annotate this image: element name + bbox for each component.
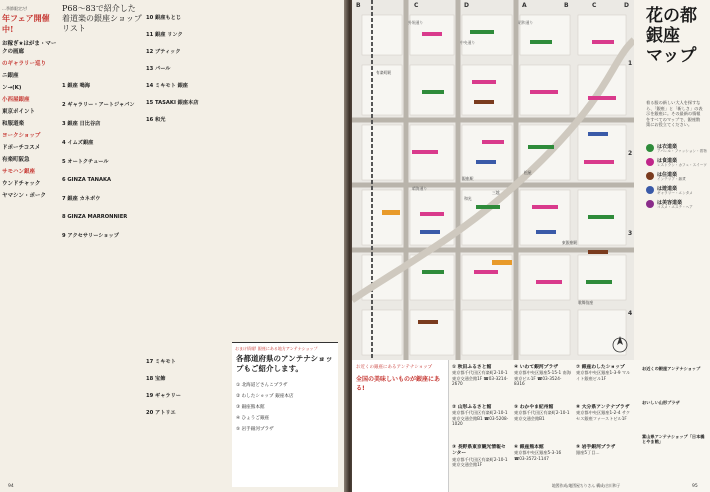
legend-swatch <box>646 200 654 208</box>
far-right-item: お近くの銀座アンテナショップ <box>642 366 701 371</box>
listing-text: 東京都千代田区有楽町2-10-1 東京交通会館1F <box>452 456 508 468</box>
map-intro: 着る服の新しい大人を探すなら、「銀座」と「新しさ」の表示を銀座に。その最新の情報をすべてのマップで、銀座散策にお役立てください。 <box>646 100 703 128</box>
antenna-item: ① 北海道どさんこプラザ <box>236 383 288 388</box>
shop-entry: 20 アトリエ <box>146 410 176 416</box>
fragment-heading: サモハン銀座 <box>2 169 36 175</box>
map-landmark: 有楽町駅 <box>376 70 392 75</box>
fragment-heading: 東京ポイント <box>2 109 36 115</box>
right-footer: 地図作成/地図屋ちりさん 構成/吉川和子 <box>552 483 621 488</box>
far-right-item: おいしい山形プラザ <box>642 400 680 405</box>
listing-entry <box>514 364 572 402</box>
left-column-fragments <box>2 6 60 486</box>
fair-banner: 年フェア開催中! <box>2 13 50 34</box>
antenna-item: ⑤ 岩手銀河プラザ <box>236 427 274 432</box>
listing-text: 東京都千代田区有楽町2-10-1 東京交通会館B1 ☎03-5208-1020 <box>452 410 509 427</box>
fragment-heading: 有楽町阪急 <box>2 157 30 163</box>
shop-entry: 10 銀座もとじ <box>146 15 181 21</box>
antenna-listings <box>352 360 710 492</box>
grid-letter: B <box>564 2 569 9</box>
listing-name: ④ いわて銀河プラザ <box>514 365 559 370</box>
map-landmark: 歌舞伎座 <box>578 300 594 305</box>
left-page <box>0 0 348 492</box>
grid-letter: C <box>414 2 419 9</box>
shop-entry: 14 ミキモト 銀座 <box>146 83 188 89</box>
map-title-line: 花の都 <box>646 6 697 26</box>
shop-list-items-c <box>146 358 228 416</box>
shop-entry: 6 GINZA TANAKA <box>62 177 112 183</box>
left-page-number: 94 <box>8 484 14 489</box>
map-landmark: 松屋 <box>524 170 532 175</box>
legend-desc: レストラン・カフェ・スイーツ <box>657 163 707 167</box>
grid-letter: D <box>624 2 629 9</box>
shop-entry: 15 TASAKI 銀座本店 <box>146 100 199 106</box>
listing-entry <box>452 404 510 442</box>
shop-entry: 1 銀座 鳴海 <box>62 83 90 89</box>
listing-text: 銀座5丁目… <box>576 450 600 456</box>
map-landmark: 東銀座駅 <box>562 240 578 245</box>
shop-entry: 17 ミキモト <box>146 359 176 365</box>
shop-entry: 13 パール <box>146 66 171 72</box>
shop-entry: 12 ブティック <box>146 49 181 55</box>
shop-entry: 3 銀座 日比谷店 <box>62 121 101 127</box>
shoplist-heading: P68〜83で紹介した着道楽の銀座ショップリスト <box>62 4 142 33</box>
legend-label: は住道楽 <box>657 172 678 178</box>
map-landmark: 和光 <box>464 196 472 201</box>
map-title-line: マップ <box>646 46 697 66</box>
fragment-heading: ニ銀座 <box>2 73 19 79</box>
legend-desc: アパレル・ファッション・着物 <box>657 149 707 153</box>
shop-entry: 4 イムズ銀座 <box>62 140 94 146</box>
grid-letter: D <box>464 2 469 9</box>
fragment-heading: ン→(K) <box>2 85 22 91</box>
listing-name: ⑨ 岩手銀河プラザ <box>576 445 616 450</box>
legend-desc: ギャラリー・エンタメ <box>657 191 693 195</box>
listing-name: ① 秋田ふるさと館 <box>452 365 492 370</box>
grid-number: 4 <box>628 310 633 317</box>
fragment-list <box>2 39 60 199</box>
map-landmark: 昭和通り <box>518 20 534 25</box>
left-page-bottom-text <box>146 348 228 488</box>
grid-number: 1 <box>628 60 633 67</box>
legend-desc: コスメ・エステ・ヘア <box>657 205 693 209</box>
map-landmark: 外堀通り <box>408 20 424 25</box>
map-landmark: 三越 <box>492 190 500 195</box>
map-title <box>646 6 708 98</box>
map-landmark: 中央通り <box>460 40 476 45</box>
shop-list-items-b <box>146 14 216 123</box>
listing-name: ③ 長野県東京観光情報センター <box>452 445 506 457</box>
shop-entry: 9 アクセサリーショップ <box>62 233 119 239</box>
fragment-heading: ウンドチャック <box>2 181 41 187</box>
grid-letter: C <box>592 2 597 9</box>
fragment-heading: ドポーチコスメ <box>2 145 41 151</box>
listing-entry <box>576 364 634 402</box>
antenna-ad <box>352 360 449 492</box>
listing-text: 東京都中央区銀座1-3-9 マルイト銀座ビル1F <box>576 370 631 381</box>
map-landmark: 銀座駅 <box>462 176 474 181</box>
legend-label: は美容道楽 <box>657 200 683 206</box>
listing-name: ⑧ 大分県アンテナプラザ <box>576 405 630 410</box>
listing-entry <box>514 404 572 442</box>
shoplist-heading-box <box>62 4 142 66</box>
shop-list-a <box>62 70 142 480</box>
antenna-item: ② わしたショップ 銀座本店 <box>236 394 294 399</box>
antenna-box <box>232 342 338 487</box>
listing-entry <box>576 404 634 442</box>
antenna-item: ③ 銀座熊本館 <box>236 405 265 410</box>
listing-text: 東京都中央区銀座5-3-16 ☎03-3572-1147 <box>514 450 562 461</box>
legend-label: は遊道楽 <box>657 186 678 192</box>
shop-entry: 19 ギャラリー <box>146 393 181 399</box>
legend-swatch <box>646 158 654 166</box>
shop-entry: 5 オートクチュール <box>62 159 109 165</box>
legend-swatch <box>646 172 654 180</box>
right-page-number: 95 <box>692 484 698 489</box>
grid-number: 2 <box>628 150 633 157</box>
antenna-box-small: おまけ情報! 銀座にある地方アンテナショップ <box>235 346 318 351</box>
legend-row <box>646 184 706 198</box>
shop-entry: 7 銀座 カネボウ <box>62 196 101 202</box>
antenna-ad-line: お近くの銀座にあるアンテナショップ <box>356 365 433 370</box>
legend-row <box>646 142 706 156</box>
map-title-line: 銀座 <box>646 26 680 46</box>
right-page <box>352 0 710 492</box>
legend-row <box>646 156 706 170</box>
shop-entry: 18 宝飾 <box>146 376 166 382</box>
grid-letter: A <box>522 2 527 9</box>
listing-name: ⑦ 銀座わしたショップ <box>576 365 625 370</box>
map-graphic <box>352 0 634 360</box>
antenna-title: 各都道府県のアンテナショップもご紹介します。 <box>236 354 333 373</box>
shop-list-b <box>146 4 216 344</box>
antenna-list <box>232 375 338 434</box>
fragment-heading: ヤマシン・ポーク <box>2 193 46 199</box>
legend-row <box>646 198 706 212</box>
listing-name: ② 山形ふるさと館 <box>452 405 492 410</box>
ginza-map <box>352 0 634 360</box>
fragment-heading: お稼ぎ★はがま・マークの画廊 <box>2 41 57 55</box>
fragment-heading: 和服道楽 <box>2 121 25 127</box>
listing-entry <box>452 444 510 482</box>
listing-name: ⑥ 銀座熊本館 <box>514 445 544 450</box>
fragment-heading: のギャラリー巡り <box>2 61 47 67</box>
listing-text: 東京都千代田区有楽町2-10-1 東京交通会館B1 <box>514 410 570 421</box>
map-landmark: 晴海通り <box>412 186 428 191</box>
listing-entry <box>452 364 510 402</box>
fragment-heading: 小西屋銀座 <box>2 97 30 103</box>
listing-name: ⑤ わかやま紀州館 <box>514 405 554 410</box>
legend-swatch <box>646 144 654 152</box>
grid-number: 3 <box>628 230 633 237</box>
shop-entry: 16 和光 <box>146 117 166 123</box>
legend-swatch <box>646 186 654 194</box>
legend-label: は衣道楽 <box>657 144 678 150</box>
antenna-ad-line: 全国の美味しいものが銀座にある! <box>356 376 441 392</box>
listing-entry <box>514 444 572 482</box>
antenna-item: ④ ひょうご銀座 <box>236 416 270 421</box>
legend-label: は食道楽 <box>657 158 678 164</box>
listing-text: 東京都千代田区有楽町2-10-1 東京交通会館1F ☎03-3214-2670 <box>452 370 508 387</box>
listing-text: 東京都中央区銀座5-15-1 南海東京ビル1F ☎03-3524-8316 <box>514 370 571 387</box>
listing-entry <box>576 444 634 482</box>
fair-banner-small: …季節限定だ! <box>2 6 28 11</box>
shop-entry: 2 ギャラリー・アートジャパン <box>62 102 135 108</box>
grid-letter: B <box>356 2 361 9</box>
shop-entry: 8 GINZA MARRONNIER <box>62 214 128 220</box>
legend-desc: インテリア・雑貨 <box>657 177 686 181</box>
shop-list-items-a <box>62 82 142 239</box>
fragment-heading: ヨークショップ <box>2 133 41 139</box>
shop-entry: 11 銀座 リンク <box>146 32 183 38</box>
listing-text: 東京都中央区銀座1-2-4 サクセス銀座ファーストビル1F <box>576 410 631 421</box>
legend-row <box>646 170 706 184</box>
far-right-item: 富山県アンテナショップ「日本橋とやま館」 <box>642 434 705 445</box>
